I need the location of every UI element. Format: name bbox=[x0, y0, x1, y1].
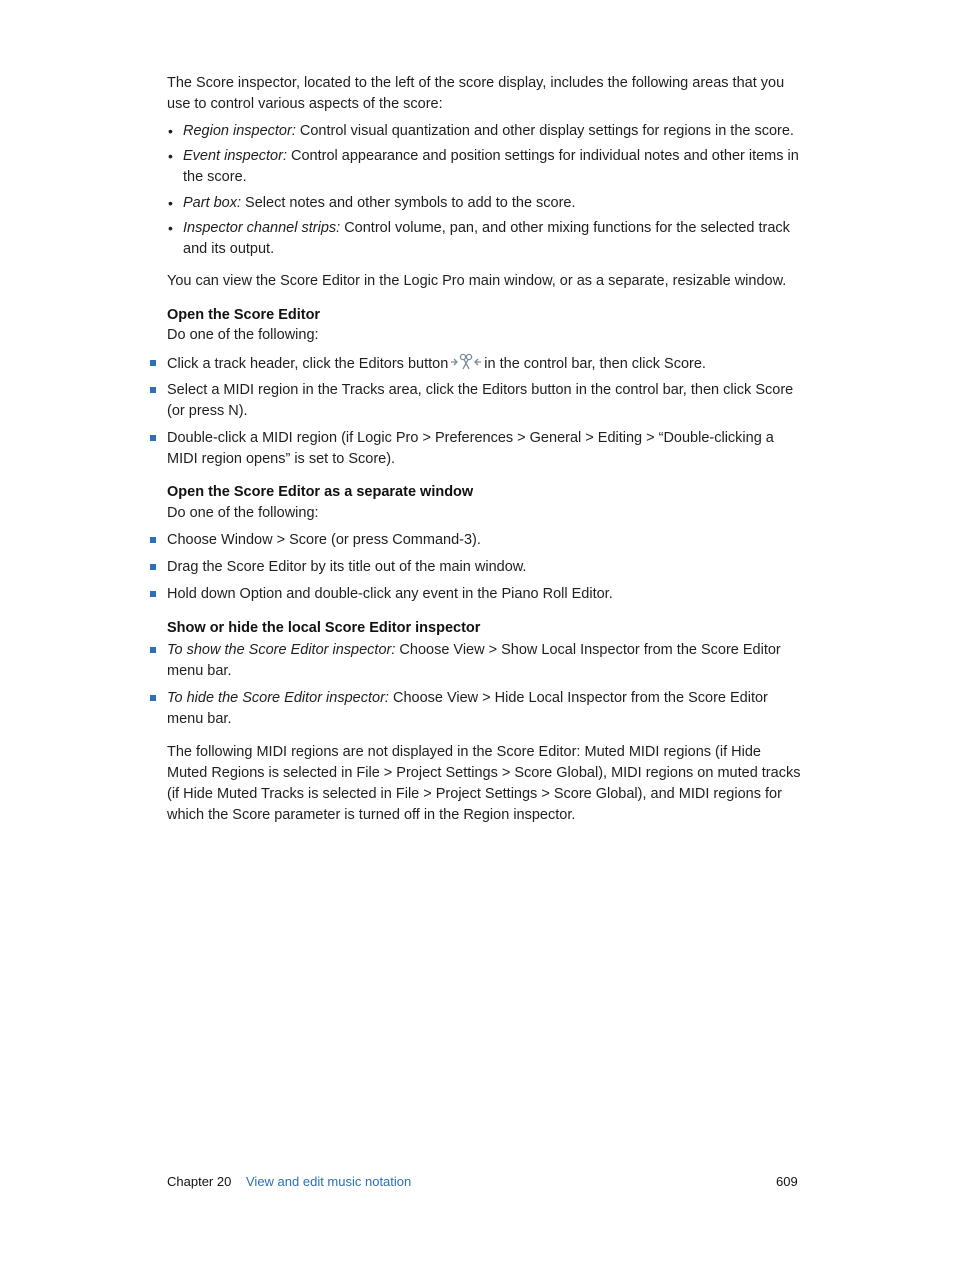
square-bullet bbox=[150, 537, 156, 543]
footer-chapter: Chapter 20 bbox=[167, 1174, 232, 1189]
step-text: Choose View > Show Local Inspector from the Score Editor menu bar. bbox=[167, 642, 781, 679]
open-separate-subheading: Do one of the following: bbox=[167, 505, 319, 521]
show-inspector-step bbox=[167, 640, 802, 682]
area-text: Control visual quantization and other display settings for regions in the score. bbox=[295, 123, 794, 139]
area-event-inspector bbox=[183, 146, 803, 188]
area-part-box bbox=[183, 193, 803, 214]
editors-scissors-icon bbox=[450, 353, 482, 371]
step-text-before: Click a track header, click the Editors button bbox=[167, 356, 449, 372]
hide-inspector-step bbox=[167, 688, 802, 730]
area-term: Event inspector: bbox=[183, 148, 287, 164]
square-bullet bbox=[150, 435, 156, 441]
show-hide-heading: Show or hide the local Score Editor inspector bbox=[167, 620, 481, 636]
step-text-after: in the control bar, then click Score. bbox=[484, 356, 706, 372]
view-paragraph: You can view the Score Editor in the Logic Pro main window, or as a separate, resizable window. bbox=[167, 273, 787, 289]
square-bullet bbox=[150, 647, 156, 653]
bullet-dot: • bbox=[168, 220, 173, 236]
open-separate-step-2: Drag the Score Editor by its title out of the main window. bbox=[167, 559, 527, 575]
step-term: To show the Score Editor inspector: bbox=[167, 642, 396, 658]
open-subheading: Do one of the following: bbox=[167, 327, 319, 343]
open-separate-heading: Open the Score Editor as a separate window bbox=[167, 484, 474, 500]
open-separate-step-1: Choose Window > Score (or press Command-3). bbox=[167, 532, 481, 548]
footer-chapter-title-link[interactable]: View and edit music notation bbox=[246, 1174, 412, 1189]
open-heading: Open the Score Editor bbox=[167, 307, 321, 323]
area-text: Control appearance and position settings for individual notes and other items in the score. bbox=[183, 148, 799, 185]
area-term: Part box: bbox=[183, 195, 242, 211]
final-paragraph: The following MIDI regions are not displayed in the Score Editor: Muted MIDI regions (if Hide Muted Regions is selected in File > Project Settings > Score Global), MIDI regions on muted tracks (if Hide Muted Tracks is selected in File > Project Settings > Score Global), and MIDI regions for which the Score parameter is turned off in the Region inspector. bbox=[167, 744, 801, 823]
open-step-2: Select a MIDI region in the Tracks area, click the Editors button in the control bar, then click Score (or press N). bbox=[167, 382, 794, 419]
square-bullet bbox=[150, 360, 156, 366]
bullet-dot: • bbox=[168, 123, 173, 139]
area-term: Inspector channel strips: bbox=[183, 220, 341, 236]
step-text: Choose View > Hide Local Inspector from the Score Editor menu bar. bbox=[167, 690, 768, 727]
area-region-inspector bbox=[183, 121, 803, 142]
intro-paragraph: The Score inspector, located to the left of the score display, includes the following areas that you use to control various aspects of the score: bbox=[167, 75, 785, 112]
bullet-dot: • bbox=[168, 148, 173, 164]
bullet-dot: • bbox=[168, 195, 173, 211]
open-separate-step-3: Hold down Option and double-click any event in the Piano Roll Editor. bbox=[167, 586, 613, 602]
square-bullet bbox=[150, 564, 156, 570]
square-bullet bbox=[150, 591, 156, 597]
open-step-1 bbox=[167, 353, 802, 375]
square-bullet bbox=[150, 695, 156, 701]
area-term: Region inspector: bbox=[183, 123, 296, 139]
step-term: To hide the Score Editor inspector: bbox=[167, 690, 389, 706]
footer-page-number: 609 bbox=[776, 1174, 798, 1189]
square-bullet bbox=[150, 387, 156, 393]
open-step-3: Double-click a MIDI region (if Logic Pro > Preferences > General > Editing > “Double-clicking a MIDI region opens” is set to Score). bbox=[167, 430, 774, 467]
area-channel-strips bbox=[183, 218, 803, 260]
area-text: Control volume, pan, and other mixing functions for the selected track and its output. bbox=[183, 220, 790, 257]
area-text: Select notes and other symbols to add to the score. bbox=[241, 195, 576, 211]
